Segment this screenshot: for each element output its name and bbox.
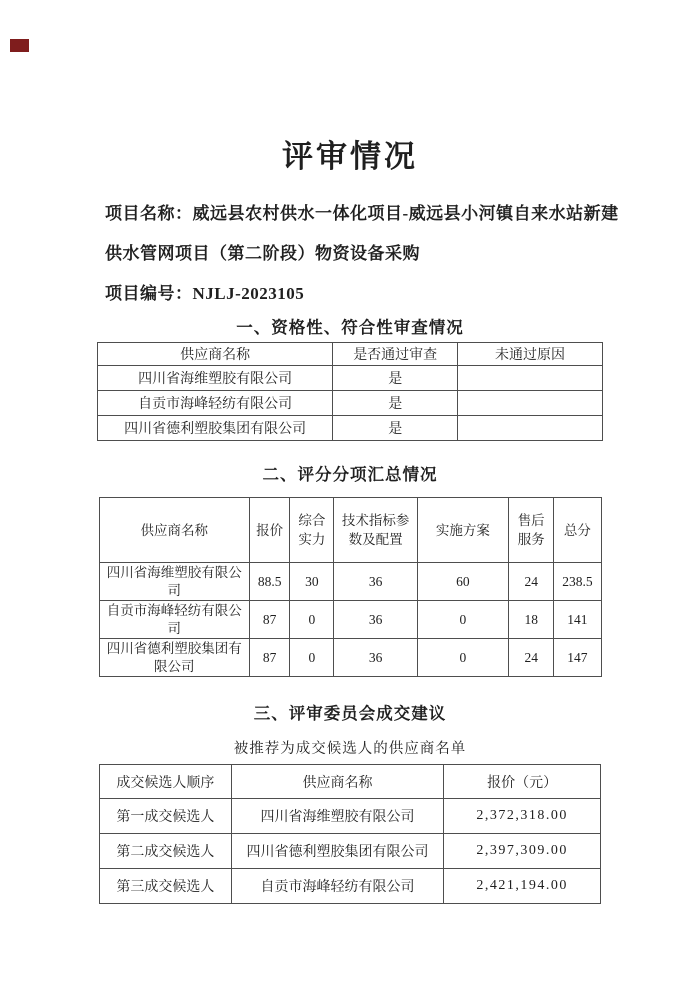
- project-number: 项目编号：NJLJ-2023105: [105, 284, 305, 303]
- cell-bid-price: 2,397,309.00: [444, 834, 601, 869]
- recommended-list-caption: 被推荐为成交候选人的供应商名单: [233, 741, 467, 757]
- table-row: [100, 834, 601, 869]
- table-row: [100, 869, 601, 904]
- cell-fail-reason: [458, 391, 603, 416]
- cell-candidate-rank: 第一成交候选人: [100, 799, 232, 834]
- column-header-strength-score: 综合实力: [290, 498, 334, 563]
- table-row: [98, 366, 603, 391]
- cell-implementation-score: 0: [417, 601, 508, 639]
- table-header-row: [99, 498, 601, 563]
- table-row: [98, 416, 603, 441]
- cell-bid-price: 2,421,194.00: [444, 869, 601, 904]
- column-header-after-sales-score: 售后服务: [509, 498, 554, 563]
- table-row: [99, 639, 601, 677]
- section-2-heading: 二、评分分项汇总情况: [262, 465, 438, 484]
- column-header-fail-reason: 未通过原因: [458, 343, 603, 366]
- column-header-pass-review: 是否通过审查: [333, 343, 458, 366]
- cell-supplier-name: 自贡市海峰轻纺有限公司: [99, 601, 250, 639]
- column-header-supplier-name: 供应商名称: [98, 343, 333, 366]
- candidate-ranking-table: [99, 764, 601, 904]
- column-header-technical-score: 技术指标参数及配置: [334, 498, 417, 563]
- cell-technical-score: 36: [334, 639, 417, 677]
- cell-total-score: 238.5: [554, 563, 601, 601]
- cell-supplier-name: 四川省德利塑胶集团有限公司: [98, 416, 333, 441]
- cell-supplier-name: 自贡市海峰轻纺有限公司: [231, 869, 443, 904]
- cell-after-sales-score: 24: [509, 563, 554, 601]
- section-3-heading: 三、评审委员会成交建议: [253, 704, 447, 723]
- project-name-line-2: 供水管网项目（第二阶段）物资设备采购: [105, 244, 420, 263]
- qualification-review-table: [97, 342, 603, 441]
- cell-supplier-name: 四川省德利塑胶集团有限公司: [231, 834, 443, 869]
- cell-pass-status: 是: [333, 416, 458, 441]
- cell-supplier-name: 四川省德利塑胶集团有限公司: [99, 639, 250, 677]
- column-header-supplier-name: 供应商名称: [99, 498, 250, 563]
- cell-strength-score: 0: [290, 601, 334, 639]
- table-header-row: [98, 343, 603, 366]
- cell-supplier-name: 四川省海维塑胶有限公司: [98, 366, 333, 391]
- cell-fail-reason: [458, 416, 603, 441]
- cell-technical-score: 36: [334, 601, 417, 639]
- cell-after-sales-score: 18: [509, 601, 554, 639]
- score-summary-table: [99, 497, 602, 677]
- red-stamp-mark: [10, 39, 29, 52]
- page-title: 评审情况: [282, 139, 418, 174]
- cell-candidate-rank: 第三成交候选人: [100, 869, 232, 904]
- section-1-heading: 一、资格性、符合性审查情况: [236, 318, 464, 337]
- cell-price-score: 88.5: [250, 563, 290, 601]
- cell-bid-price: 2,372,318.00: [444, 799, 601, 834]
- table-row: [99, 601, 601, 639]
- cell-pass-status: 是: [333, 366, 458, 391]
- cell-price-score: 87: [250, 639, 290, 677]
- table-row: [100, 799, 601, 834]
- column-header-bid-price: 报价（元）: [444, 765, 601, 799]
- cell-supplier-name: 自贡市海峰轻纺有限公司: [98, 391, 333, 416]
- table-row: [99, 563, 601, 601]
- cell-strength-score: 30: [290, 563, 334, 601]
- column-header-candidate-rank: 成交候选人顺序: [100, 765, 232, 799]
- cell-fail-reason: [458, 366, 603, 391]
- cell-total-score: 141: [554, 601, 601, 639]
- column-header-supplier-name: 供应商名称: [231, 765, 443, 799]
- project-meta: [105, 194, 619, 314]
- column-header-price-score: 报价: [250, 498, 290, 563]
- cell-supplier-name: 四川省海维塑胶有限公司: [231, 799, 443, 834]
- column-header-total-score: 总分: [554, 498, 601, 563]
- project-name-line-1: 项目名称：威远县农村供水一体化项目-威远县小河镇自来水站新建: [105, 204, 619, 223]
- cell-strength-score: 0: [290, 639, 334, 677]
- cell-candidate-rank: 第二成交候选人: [100, 834, 232, 869]
- cell-implementation-score: 60: [417, 563, 508, 601]
- cell-implementation-score: 0: [417, 639, 508, 677]
- cell-technical-score: 36: [334, 563, 417, 601]
- cell-supplier-name: 四川省海维塑胶有限公司: [99, 563, 250, 601]
- table-row: [98, 391, 603, 416]
- column-header-implementation-score: 实施方案: [417, 498, 508, 563]
- cell-price-score: 87: [250, 601, 290, 639]
- cell-total-score: 147: [554, 639, 601, 677]
- cell-pass-status: 是: [333, 391, 458, 416]
- cell-after-sales-score: 24: [509, 639, 554, 677]
- table-header-row: [100, 765, 601, 799]
